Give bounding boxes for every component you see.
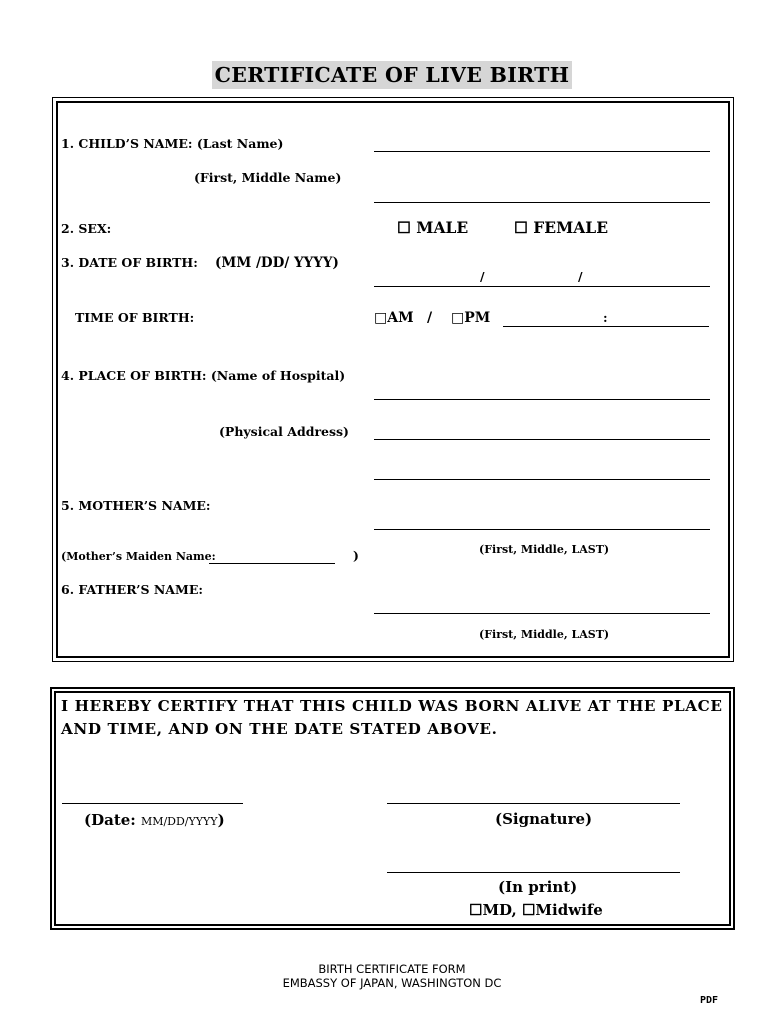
mother-maiden-close: ) bbox=[353, 548, 359, 563]
pm-checkbox[interactable]: □PM bbox=[451, 310, 491, 326]
time-colon: : bbox=[603, 310, 608, 325]
footer-line-2: EMBASSY OF JAPAN, WASHINGTON DC bbox=[282, 976, 502, 990]
signature-line[interactable] bbox=[387, 803, 680, 804]
dob-separator: / bbox=[480, 269, 485, 284]
footer bbox=[234, 962, 550, 990]
address-line-1[interactable] bbox=[374, 439, 710, 440]
date-line[interactable] bbox=[62, 803, 243, 804]
dob-label: 3. DATE OF BIRTH: bbox=[61, 255, 198, 270]
female-checkbox[interactable]: ☐ FEMALE bbox=[514, 218, 609, 237]
date-format: MM/DD/YYYY bbox=[140, 815, 218, 828]
child-last-name-line[interactable] bbox=[374, 151, 710, 152]
mother-maiden-line[interactable] bbox=[209, 563, 335, 564]
mother-name-label: 5. MOTHER’S NAME: bbox=[61, 498, 211, 513]
footer-line-1: BIRTH CERTIFICATE FORM bbox=[318, 962, 466, 976]
in-print-label: (In print) bbox=[498, 878, 578, 896]
dob-separator: / bbox=[578, 269, 583, 284]
male-checkbox[interactable]: ☐ MALE bbox=[397, 218, 469, 237]
father-name-label: 6. FATHER’S NAME: bbox=[61, 582, 203, 597]
time-of-birth-label: TIME OF BIRTH: bbox=[75, 310, 195, 325]
sex-label: 2. SEX: bbox=[61, 221, 112, 236]
mother-name-format: (First, Middle, LAST) bbox=[479, 543, 610, 556]
time-slash: / bbox=[427, 310, 433, 326]
pdf-mark: PDF bbox=[700, 995, 719, 1006]
address-line-2[interactable] bbox=[374, 479, 710, 480]
mother-maiden-label: (Mother’s Maiden Name: bbox=[61, 550, 216, 563]
father-name-line[interactable] bbox=[374, 613, 710, 614]
child-first-middle-line[interactable] bbox=[374, 202, 710, 203]
child-name-label: 1. CHILD’S NAME: (Last Name) bbox=[61, 136, 284, 151]
place-of-birth-label: 4. PLACE OF BIRTH: (Name of Hospital) bbox=[61, 368, 346, 383]
am-checkbox[interactable]: □AM bbox=[374, 310, 414, 326]
role-checkboxes[interactable]: ☐MD, ☐Midwife bbox=[469, 901, 603, 919]
date-label: (Date: bbox=[84, 811, 136, 829]
date-caption bbox=[84, 812, 225, 828]
date-close: ) bbox=[217, 811, 225, 829]
time-line[interactable] bbox=[503, 326, 709, 327]
physical-address-label: (Physical Address) bbox=[219, 424, 349, 439]
mother-name-line[interactable] bbox=[374, 529, 710, 530]
father-name-format: (First, Middle, LAST) bbox=[479, 628, 610, 641]
in-print-line[interactable] bbox=[387, 872, 680, 873]
dob-line[interactable] bbox=[374, 286, 710, 287]
signature-label: (Signature) bbox=[495, 810, 593, 828]
form-title: CERTIFICATE OF LIVE BIRTH bbox=[212, 61, 572, 89]
child-first-middle-label: (First, Middle Name) bbox=[194, 170, 342, 185]
certification-statement: I HEREBY CERTIFY THAT THIS CHILD WAS BORN ALIVE AT THE PLACE AND TIME, AND ON THE DATE STATED ABOVE. bbox=[61, 697, 723, 738]
hospital-line[interactable] bbox=[374, 399, 710, 400]
dob-format: (MM /DD/ YYYY) bbox=[215, 255, 339, 271]
